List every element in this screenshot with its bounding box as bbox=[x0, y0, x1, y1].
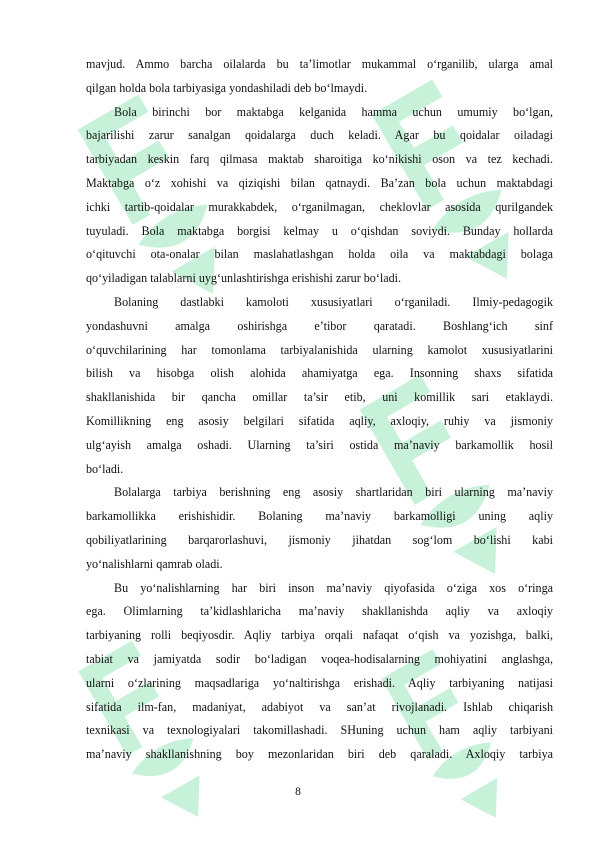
text-line: Maktabga o‘z xohishi va qiziqishi bilan qatnaydi. Ba’zan bola uchun maktabdagi bbox=[86, 175, 553, 190]
text-line: bajarilishi zarur sanalgan qoidalarga duch keladi. Agar bu qoidalar oiladagi bbox=[86, 128, 553, 143]
paragraph bbox=[86, 101, 553, 291]
text-line: o‘qituvchi ota-onalar bilan maslahatlashgan holda oila va maktabdagi bolaga bbox=[86, 247, 553, 262]
text-line: mavjud. Ammo barcha oilalarda bu ta’limotlar mukammal o‘rganilib, ularga amal bbox=[86, 57, 553, 71]
text-line: Komillikning eng asosiy belgilari sifatida aqliy, axloqiy, ruhiy va jismoniy bbox=[86, 413, 553, 428]
text-line: qobiliyatlarining barqarorlashuvi, jismoniy jihatdan sog‘lom bo‘lishi kabi bbox=[86, 532, 553, 547]
text-line: barkamollikka erishishidir. Bolaning ma’naviy barkamolligi uning aqliy bbox=[86, 509, 553, 524]
paragraph bbox=[86, 481, 553, 576]
text-line: ega. Olimlarning ta’kidlashlaricha ma’naviy shakllanishda aqliy va axloqiy bbox=[86, 604, 553, 619]
text-line: yo‘nalishlarni qamrab oladi. bbox=[86, 556, 223, 571]
text-line: bo‘ladi. bbox=[86, 461, 124, 476]
paragraph bbox=[86, 577, 553, 767]
paragraph bbox=[86, 53, 553, 101]
text-line: qo‘yiladigan talablarni uyg‘unlashtirishga erishishi zarur bo‘ladi. bbox=[86, 271, 402, 286]
text-line: ularni o‘zlarining maqsadlariga yo‘naltirishga erishadi. Aqliy tarbiyaning natijasi bbox=[86, 675, 553, 690]
paragraph bbox=[86, 291, 553, 481]
text-line: qilgan holda bola tarbiyasiga yondashiladi deb bo‘lmaydi. bbox=[86, 80, 368, 95]
text-line: Bola birinchi bor maktabga kelganida hamma uchun umumiy bo‘lgan, bbox=[114, 104, 553, 119]
text-line: ichki tartib-qoidalar murakkabdek, o‘rganilmagan, cheklovlar asosida qurilgandek bbox=[86, 199, 553, 214]
text-line: tuyuladi. Bola maktabga borgisi kelmay u o‘qishdan soviydi. Bunday hollarda bbox=[86, 223, 553, 238]
text-line: Bolalarga tarbiya berishning eng asosiy shartlaridan biri ularning ma’naviy bbox=[114, 485, 553, 500]
text-line: bilish va hisobga olish alohida ahamiyatga ega. Insonning shaxs sifatida bbox=[86, 366, 553, 381]
text-line: tarbiyaning rolli beqiyosdir. Aqliy tarbiya orqali nafaqat o‘qish va yozishga, balki, bbox=[86, 628, 553, 643]
text-line: sifatida ilm-fan, madaniyat, adabiyot va san’at rivojlanadi. Ishlab chiqarish bbox=[86, 699, 553, 714]
text-line: texnikasi va texnologiyalari takomillashadi. SHuning uchun ham aqliy tarbiyani bbox=[86, 723, 553, 738]
text-line: Bu yo‘nalishlarning har biri inson ma’naviy qiyofasida o‘ziga xos o‘ringa bbox=[114, 580, 553, 595]
text-line: o‘quvchilarining har tomonlama tarbiyalanishida ularning kamolot xususiyatlarini bbox=[86, 342, 553, 357]
text-line: yondashuvni amalga oshirishga e’tibor qaratadi. Boshlang‘ich sinf bbox=[86, 318, 553, 333]
text-line: Bolaning dastlabki kamoloti xususiyatlari o‘rganiladi. Ilmiy-pedagogik bbox=[114, 294, 553, 309]
text-line: ulg‘ayish amalga oshadi. Ularning ta’siri ostida ma’naviy barkamollik hosil bbox=[86, 437, 553, 452]
text-line: tabiat va jamiyatda sodir bo‘ladigan voqea-hodisalarning mohiyatini anglashga, bbox=[86, 651, 553, 666]
page-number: 8 bbox=[295, 786, 301, 798]
body-text bbox=[86, 53, 553, 767]
text-line: shakllanishida bir qancha omillar ta’sir etib, uni komillik sari etaklaydi. bbox=[86, 390, 553, 405]
text-line: tarbiyadan keskin farq qilmasa maktab sharoitiga ko‘nikishi oson va tez kechadi. bbox=[86, 152, 553, 167]
text-line: ma’naviy shakllanishning boy mezonlaridan biri deb qaraladi. Axloqiy tarbiya bbox=[86, 747, 553, 762]
